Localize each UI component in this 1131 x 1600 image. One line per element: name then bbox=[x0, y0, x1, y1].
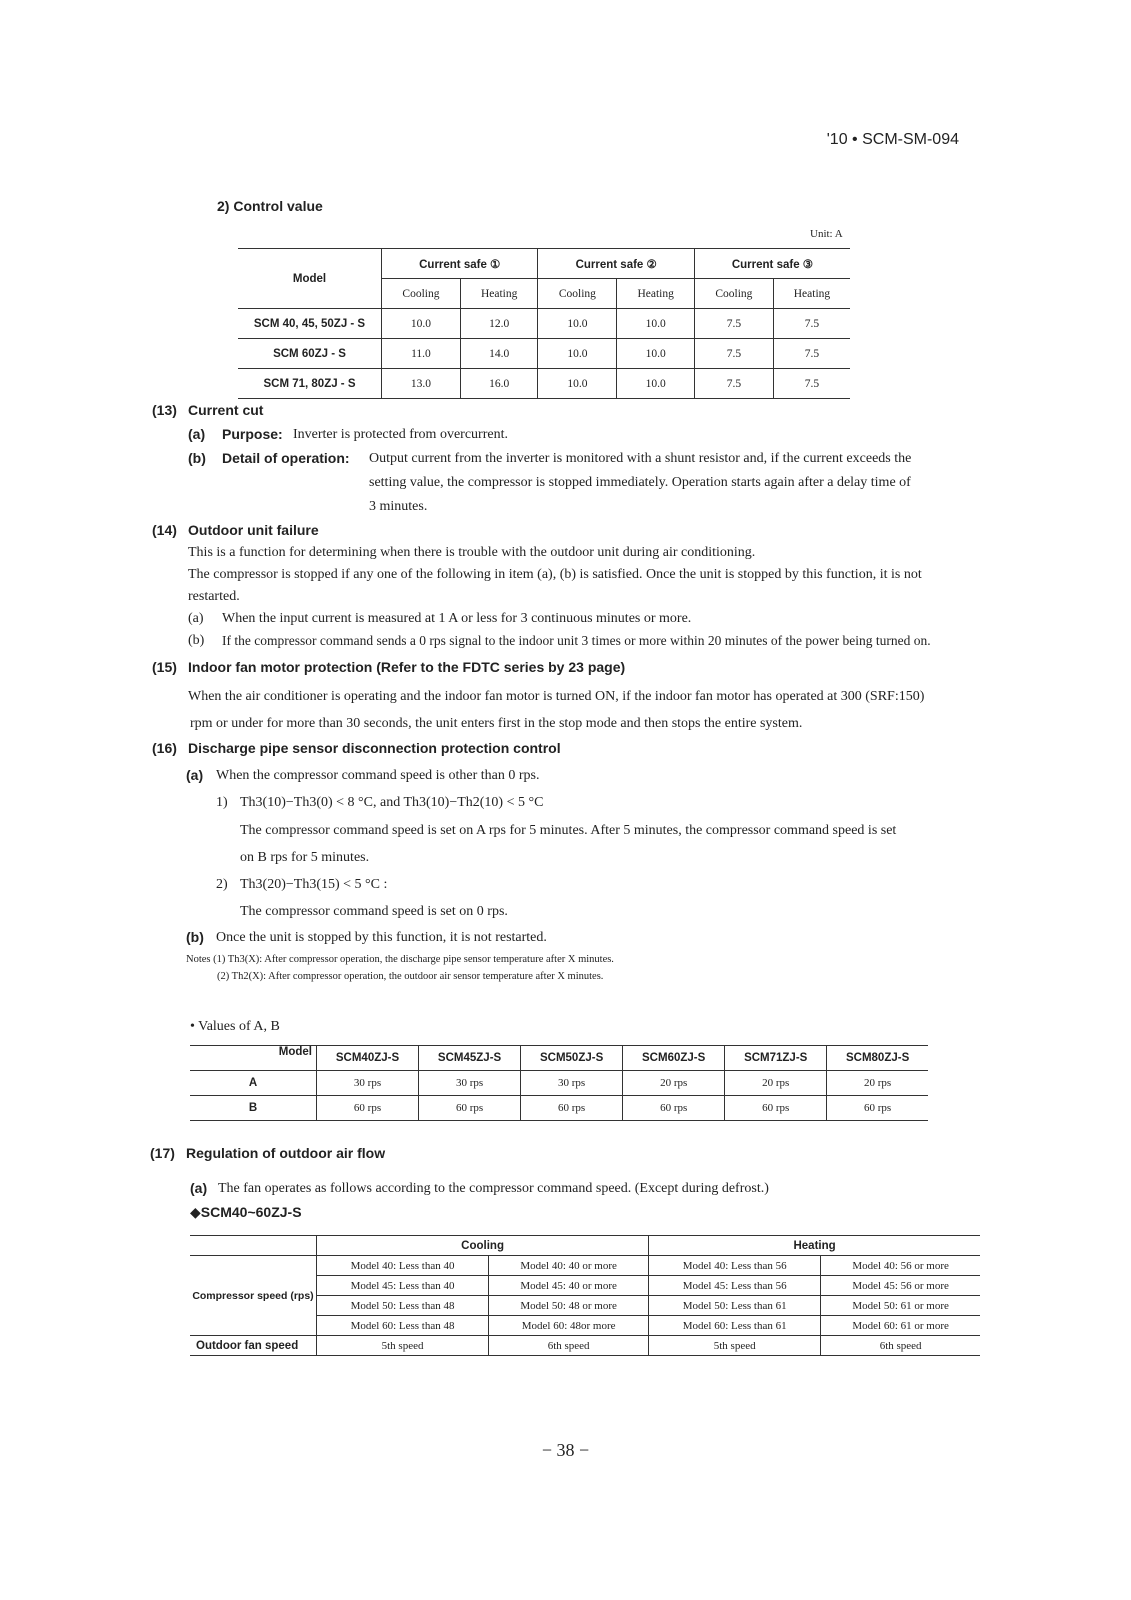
section-13-number: (13) bbox=[152, 402, 177, 418]
table-cell: 20 rps bbox=[725, 1071, 827, 1096]
table-cell: 16.0 bbox=[460, 369, 538, 399]
table-cell: 10.0 bbox=[538, 309, 617, 339]
table-cell: Model 45: 56 or more bbox=[821, 1276, 980, 1296]
section-15-title: Indoor fan motor protection (Refer to the FDTC series by 23 page) bbox=[188, 659, 626, 675]
section-16-title: Discharge pipe sensor disconnection protection control bbox=[188, 740, 561, 756]
model-column-header: SCM60ZJ-S bbox=[623, 1046, 725, 1071]
control-value-title: 2) Control value bbox=[217, 198, 323, 214]
corner-cell bbox=[190, 1236, 317, 1256]
table-cell: Model 45: 40 or more bbox=[489, 1276, 649, 1296]
section-15-number: (15) bbox=[152, 659, 177, 675]
table-cell: 7.5 bbox=[773, 309, 850, 339]
s16-item1-condition: Th3(10)−Th3(0) < 8 °C, and Th3(10)−Th2(10) < 5 °C bbox=[240, 795, 544, 810]
table-cell: 20 rps bbox=[623, 1071, 725, 1096]
table-cell: 10.0 bbox=[617, 339, 695, 369]
outdoor-fan-speed-label: Outdoor fan speed bbox=[190, 1336, 317, 1356]
s13-b-label: (b) bbox=[188, 450, 206, 466]
table-row bbox=[238, 339, 850, 369]
table-cell: 7.5 bbox=[773, 369, 850, 399]
s14-line3: restarted. bbox=[188, 589, 240, 604]
table-cell: 14.0 bbox=[460, 339, 538, 369]
model-column-header: SCM50ZJ-S bbox=[521, 1046, 623, 1071]
s16-item2-condition: Th3(20)−Th3(15) < 5 °C : bbox=[240, 877, 388, 892]
section-14-title: Outdoor unit failure bbox=[188, 522, 319, 538]
s13-a-label: (a) bbox=[188, 426, 206, 442]
section-14-number: (14) bbox=[152, 522, 177, 538]
table-cell: 5th speed bbox=[317, 1336, 489, 1356]
s16-item2-line1: The compressor command speed is set on 0 rps. bbox=[240, 904, 508, 919]
s13-b-line3: 3 minutes. bbox=[369, 499, 428, 514]
table-cell: Model 40: 56 or more bbox=[821, 1256, 980, 1276]
subheader-heating: Heating bbox=[460, 279, 538, 309]
subheader-cooling: Cooling bbox=[694, 279, 773, 309]
section-17-title: Regulation of outdoor air flow bbox=[186, 1145, 386, 1161]
table-cell: Model 60: Less than 61 bbox=[649, 1316, 821, 1336]
table-cell: 20 rps bbox=[827, 1071, 928, 1096]
table-cell: 60 rps bbox=[521, 1096, 623, 1121]
table-row bbox=[238, 309, 850, 339]
s16-b-label: (b) bbox=[186, 929, 204, 945]
s16-item1-line2: on B rps for 5 minutes. bbox=[240, 850, 370, 865]
table-row bbox=[190, 1096, 928, 1121]
table-cell: 30 rps bbox=[419, 1071, 521, 1096]
section-16-number: (16) bbox=[152, 740, 177, 756]
ab-values-table bbox=[190, 1045, 928, 1121]
s16-a-text: When the compressor command speed is other than 0 rps. bbox=[216, 768, 540, 783]
table-row bbox=[238, 369, 850, 399]
table-cell: Model 45: Less than 40 bbox=[317, 1276, 489, 1296]
heating-header: Heating bbox=[649, 1236, 980, 1256]
row-model: SCM 60ZJ - S bbox=[238, 339, 382, 369]
s15-line1: When the air conditioner is operating and the indoor fan motor is turned ON, if the indoor fan motor has operated at 300 (SRF:150) bbox=[188, 689, 925, 704]
row-model: SCM 71, 80ZJ - S bbox=[238, 369, 382, 399]
s14-a-text: When the input current is measured at 1 A or less for 3 continuous minutes or more. bbox=[222, 611, 692, 626]
s13-a-bold: Purpose: bbox=[222, 426, 283, 442]
table-cell: 6th speed bbox=[821, 1336, 980, 1356]
table-cell: 5th speed bbox=[649, 1336, 821, 1356]
table-cell: 60 rps bbox=[419, 1096, 521, 1121]
s14-b-text: If the compressor command sends a 0 rps signal to the indoor unit 3 times or more within 20 minutes of the power being turned on. bbox=[222, 633, 931, 648]
s14-line1: This is a function for determining when there is trouble with the outdoor unit during air conditioning. bbox=[188, 545, 756, 560]
model-header: Model bbox=[238, 249, 382, 309]
note-1: Notes (1) Th3(X): After compressor operation, the discharge pipe sensor temperature after X minutes. bbox=[186, 954, 614, 965]
fan-speed-table bbox=[190, 1235, 980, 1356]
model-column-header: SCM40ZJ-S bbox=[317, 1046, 419, 1071]
subheader-heating: Heating bbox=[617, 279, 695, 309]
s13-b-line1: Output current from the inverter is monitored with a shunt resistor and, if the current exceeds the bbox=[369, 451, 912, 466]
table-cell: 10.0 bbox=[382, 309, 461, 339]
current-safe-2-header: Current safe ② bbox=[538, 249, 694, 279]
table-cell: 6th speed bbox=[489, 1336, 649, 1356]
table-cell: Model 50: Less than 48 bbox=[317, 1296, 489, 1316]
table-cell: 10.0 bbox=[538, 369, 617, 399]
compressor-speed-label: Compressor speed (rps) bbox=[190, 1256, 317, 1336]
row-model: SCM 40, 45, 50ZJ - S bbox=[238, 309, 382, 339]
table-cell: 30 rps bbox=[521, 1071, 623, 1096]
table-cell: Model 60: 61 or more bbox=[821, 1316, 980, 1336]
control-value-table bbox=[238, 248, 850, 399]
table-row bbox=[190, 1071, 928, 1096]
s14-b-label: (b) bbox=[188, 633, 205, 648]
model-column-header: SCM45ZJ-S bbox=[419, 1046, 521, 1071]
section-13-title: Current cut bbox=[188, 402, 264, 418]
s17-a-text: The fan operates as follows according to the compressor command speed. (Except during defrost.) bbox=[218, 1181, 769, 1196]
current-safe-1-header: Current safe ① bbox=[382, 249, 538, 279]
document-id: '10 • SCM-SM-094 bbox=[826, 131, 959, 148]
s13-b-bold: Detail of operation: bbox=[222, 450, 350, 466]
table-cell: 7.5 bbox=[694, 339, 773, 369]
subheader-cooling: Cooling bbox=[382, 279, 461, 309]
model-column-header: SCM80ZJ-S bbox=[827, 1046, 928, 1071]
note-2: (2) Th2(X): After compressor operation, the outdoor air sensor temperature after X minutes. bbox=[217, 971, 604, 982]
table-cell: Model 50: 48 or more bbox=[489, 1296, 649, 1316]
table-cell: 10.0 bbox=[617, 369, 695, 399]
s17-a-label: (a) bbox=[190, 1180, 208, 1196]
row-label-a: A bbox=[190, 1071, 317, 1096]
table-cell: Model 50: Less than 61 bbox=[649, 1296, 821, 1316]
current-safe-3-header: Current safe ③ bbox=[694, 249, 850, 279]
ab-values-title: • Values of A, B bbox=[190, 1019, 280, 1034]
table-cell: 7.5 bbox=[694, 369, 773, 399]
table-cell: Model 40: Less than 40 bbox=[317, 1256, 489, 1276]
s16-b-text: Once the unit is stopped by this function, it is not restarted. bbox=[216, 930, 547, 945]
table-cell: 12.0 bbox=[460, 309, 538, 339]
table-cell: Model 60: 48or more bbox=[489, 1316, 649, 1336]
table-cell: Model 40: Less than 56 bbox=[649, 1256, 821, 1276]
table-cell: 60 rps bbox=[623, 1096, 725, 1121]
subheader-heating: Heating bbox=[773, 279, 850, 309]
table-row bbox=[190, 1336, 980, 1356]
table-cell: 10.0 bbox=[538, 339, 617, 369]
model-header: Model bbox=[190, 1046, 317, 1071]
subheader-cooling: Cooling bbox=[538, 279, 617, 309]
cooling-header: Cooling bbox=[317, 1236, 649, 1256]
table-cell: 60 rps bbox=[317, 1096, 419, 1121]
s13-a-text: Inverter is protected from overcurrent. bbox=[293, 427, 508, 442]
table-cell: Model 40: 40 or more bbox=[489, 1256, 649, 1276]
s13-b-line2: setting value, the compressor is stopped immediately. Operation starts again after a delay time of bbox=[369, 475, 911, 490]
section-17-number: (17) bbox=[150, 1145, 175, 1161]
table-cell: 7.5 bbox=[773, 339, 850, 369]
fan-subsection-title: ◆SCM40~60ZJ-S bbox=[190, 1204, 302, 1220]
table-cell: 13.0 bbox=[382, 369, 461, 399]
s14-line2: The compressor is stopped if any one of the following in item (a), (b) is satisfied. Once the unit is stopped by this function, it is not bbox=[188, 567, 922, 582]
row-label-b: B bbox=[190, 1096, 317, 1121]
table-cell: 60 rps bbox=[827, 1096, 928, 1121]
s16-item1-line1: The compressor command speed is set on A rps for 5 minutes. After 5 minutes, the compressor command speed is set bbox=[240, 823, 897, 838]
table-cell: 60 rps bbox=[725, 1096, 827, 1121]
unit-label: Unit: A bbox=[810, 228, 843, 240]
s16-a-label: (a) bbox=[186, 767, 204, 783]
s14-a-label: (a) bbox=[188, 611, 204, 626]
table-cell: Model 45: Less than 56 bbox=[649, 1276, 821, 1296]
table-cell: Model 50: 61 or more bbox=[821, 1296, 980, 1316]
s15-line2: rpm or under for more than 30 seconds, the unit enters first in the stop mode and then stops the entire system. bbox=[190, 716, 803, 731]
page-number: − 38 − bbox=[541, 1440, 590, 1460]
model-column-header: SCM71ZJ-S bbox=[725, 1046, 827, 1071]
table-cell: 7.5 bbox=[694, 309, 773, 339]
s16-item1-label: 1) bbox=[216, 795, 228, 810]
s16-item2-label: 2) bbox=[216, 877, 228, 892]
table-cell: Model 60: Less than 48 bbox=[317, 1316, 489, 1336]
table-cell: 30 rps bbox=[317, 1071, 419, 1096]
table-cell: 10.0 bbox=[617, 309, 695, 339]
table-cell: 11.0 bbox=[382, 339, 461, 369]
table-row bbox=[190, 1256, 980, 1276]
